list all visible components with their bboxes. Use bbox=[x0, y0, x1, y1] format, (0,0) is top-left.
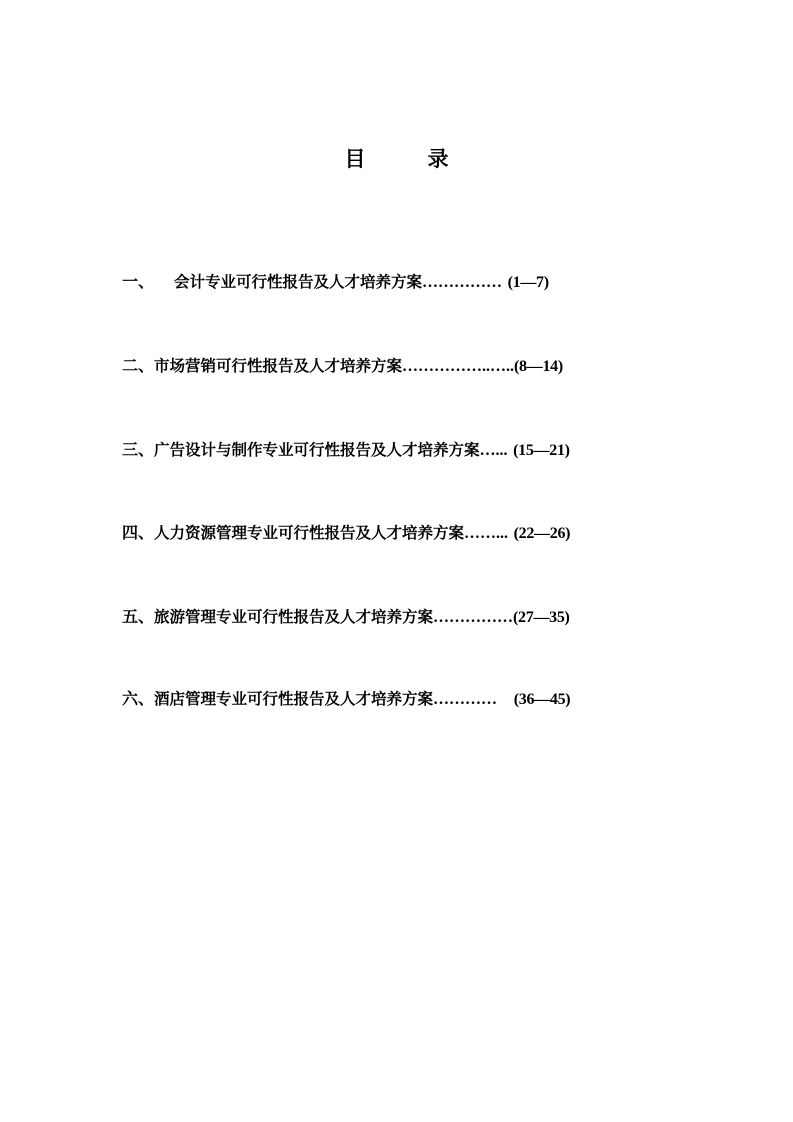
toc-entry-1 bbox=[122, 270, 549, 295]
toc-entry-number: 一、 bbox=[122, 272, 155, 291]
toc-entry-pages: (15—21) bbox=[513, 442, 570, 459]
toc-entry-leader: ………… bbox=[433, 691, 498, 708]
toc-entry-title: 广告设计与制作专业可行性报告及人才培养方案 bbox=[154, 441, 480, 459]
toc-entry-6 bbox=[122, 687, 570, 712]
toc-entry-title: 会计专业可行性报告及人才培养方案 bbox=[174, 273, 423, 291]
toc-entry-2 bbox=[122, 354, 563, 379]
toc-entry-3 bbox=[122, 438, 570, 463]
title-char-1: 目 bbox=[344, 147, 366, 171]
toc-entry-4 bbox=[122, 521, 570, 546]
toc-entry-pages: (22—26) bbox=[513, 525, 571, 542]
toc-entry-title: 市场营销可行性报告及人才培养方案 bbox=[154, 357, 403, 375]
toc-entry-number: 二、 bbox=[122, 356, 155, 375]
toc-entry-leader: …………… bbox=[433, 609, 514, 626]
toc-entry-leader: ……... bbox=[464, 525, 509, 542]
toc-entry-leader: …... bbox=[479, 442, 508, 459]
toc-entry-leader: …………… bbox=[422, 274, 503, 291]
toc-entry-title: 人力资源管理专业可行性报告及人才培养方案 bbox=[154, 524, 465, 542]
toc-entry-5 bbox=[122, 605, 570, 630]
toc-entry-leader: ……………..….. bbox=[402, 358, 515, 375]
toc-entry-pages: (1—7) bbox=[507, 274, 549, 291]
toc-entry-number: 三、 bbox=[122, 440, 155, 459]
toc-entry-title: 旅游管理专业可行性报告及人才培养方案 bbox=[154, 608, 434, 626]
toc-entry-pages: (27—35) bbox=[513, 609, 570, 626]
toc-entry-pages: (8—14) bbox=[514, 358, 563, 375]
toc-entry-number: 六、 bbox=[122, 689, 155, 708]
toc-entry-title: 酒店管理专业可行性报告及人才培养方案 bbox=[154, 690, 434, 708]
page-title bbox=[0, 144, 793, 174]
title-char-2: 录 bbox=[427, 147, 449, 171]
toc-entry-pages: (36—45) bbox=[513, 691, 571, 708]
toc-entry-number: 四、 bbox=[122, 523, 155, 542]
toc-entry-number: 五、 bbox=[122, 607, 155, 626]
